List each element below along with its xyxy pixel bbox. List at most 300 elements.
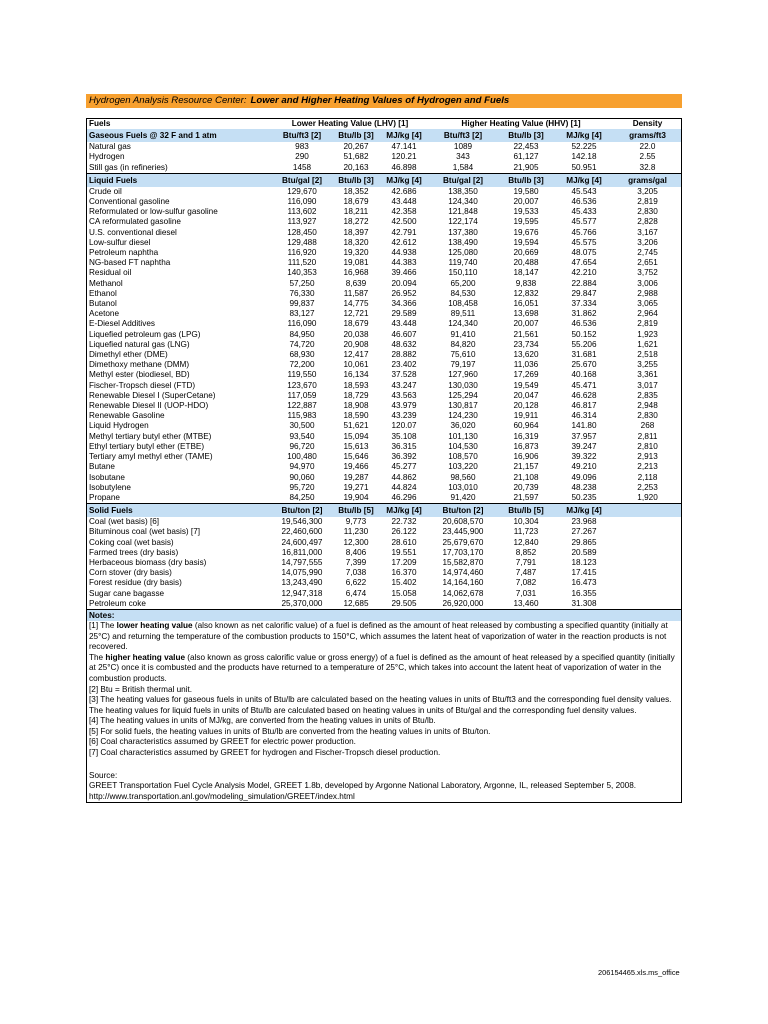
note-5: [5] For solid fuels, the heating values in units of Btu/lb are converted from the heating values in units of Btu/ton.	[89, 726, 491, 736]
table-row	[87, 442, 681, 452]
value-cell: 8,406	[345, 547, 367, 557]
value-cell: 44.938	[391, 248, 417, 258]
value-cell: 142.18	[571, 152, 597, 162]
value-cell: 2,835	[637, 390, 658, 400]
value-cell: 123,670	[287, 380, 317, 390]
value-cell: 2,213	[637, 462, 658, 472]
value-cell: 44.824	[391, 482, 417, 492]
value-cell: 15,582,870	[442, 557, 484, 567]
fuel-name-cell: Petroleum coke	[89, 598, 146, 608]
value-cell: 27.267	[571, 527, 597, 537]
value-cell: 16.355	[571, 588, 597, 598]
table-row	[87, 370, 681, 380]
value-cell: 138,490	[448, 237, 478, 247]
table-header-row	[87, 119, 681, 129]
note-1-prefix: [1] The	[89, 620, 117, 630]
fuel-name-cell: Gaseous Fuels @ 32 F and 1 atm	[87, 129, 272, 142]
value-cell: MJ/kg [4]	[380, 173, 428, 187]
value-cell: 46.817	[571, 401, 597, 411]
value-cell: 19,466	[343, 462, 369, 472]
value-cell: 18.123	[571, 557, 597, 567]
fuel-name-cell: Liquefied natural gas (LNG)	[89, 339, 190, 349]
value-cell: 3,255	[637, 360, 658, 370]
title-main: Lower and Higher Heating Values of Hydrogen and Fuels	[250, 95, 510, 106]
fuel-name-cell: Dimethoxy methane (DMM)	[89, 360, 190, 370]
section-header-row	[87, 173, 681, 187]
value-cell: 12,840	[513, 537, 539, 547]
value-cell: 98,560	[450, 472, 476, 482]
value-cell: 51,621	[343, 421, 369, 431]
value-cell: 49.096	[571, 472, 597, 482]
value-cell: 96,720	[289, 441, 315, 451]
value-cell: 2,830	[637, 207, 658, 217]
value-cell: 2,913	[637, 452, 658, 462]
value-cell: 14,062,678	[442, 588, 484, 598]
value-cell: 14,164,160	[442, 578, 484, 588]
value-cell: Btu/ton [2]	[272, 504, 332, 518]
note-hhv-text: (also known as gross calorific value or gross energy) of a fuel is defined as the amount of heat released by a specified quantity (initially at 25°C) once it is combusted and the products have returned to a temperature of 25°C, which takes into account the latent heat of vaporization of water in the combustion products.	[89, 652, 675, 683]
value-cell	[614, 599, 681, 609]
value-cell: 12,832	[513, 288, 539, 298]
value-cell: 26.122	[391, 527, 417, 537]
value-cell: 19,546,300	[281, 517, 323, 527]
value-cell: 108,458	[448, 299, 478, 309]
table-row	[87, 279, 681, 289]
value-cell: 17,703,170	[442, 547, 484, 557]
value-cell: 22.0	[639, 142, 656, 152]
value-cell: 42.612	[391, 237, 417, 247]
value-cell: 26,920,000	[442, 598, 484, 608]
notes-title: Notes:	[87, 609, 681, 621]
value-cell: 91,410	[450, 329, 476, 339]
value-cell: 22,460,600	[281, 527, 323, 537]
value-cell: 113,927	[287, 217, 317, 227]
value-cell: 42.791	[391, 227, 417, 237]
value-cell: 48.075	[571, 248, 597, 258]
fuel-name-cell: Crude oil	[89, 186, 122, 196]
value-cell: 18,729	[343, 390, 369, 400]
value-cell: 8,639	[345, 278, 367, 288]
value-cell: 13,698	[513, 309, 539, 319]
value-cell: Btu/lb [5]	[332, 504, 380, 518]
value-cell: 7,082	[515, 578, 537, 588]
value-cell: 2,819	[637, 319, 658, 329]
value-cell: 20,669	[513, 248, 539, 258]
table-row	[87, 163, 681, 174]
value-cell: 1458	[292, 162, 312, 172]
fuel-name-cell: Herbaceous biomass (dry basis)	[89, 557, 207, 567]
value-cell: 75,610	[450, 350, 476, 360]
value-cell: 48.632	[391, 339, 417, 349]
value-cell: 17,269	[513, 370, 539, 380]
value-cell: 14,075,990	[281, 568, 323, 578]
value-cell: 19,595	[513, 217, 539, 227]
value-cell: 12,417	[343, 350, 369, 360]
table-row	[87, 432, 681, 442]
value-cell: 83,127	[289, 309, 315, 319]
value-cell: 91,420	[450, 492, 476, 502]
value-cell	[614, 568, 681, 578]
value-cell: 983	[295, 142, 309, 152]
value-cell: 31.681	[571, 350, 597, 360]
value-cell: 119,550	[287, 370, 317, 380]
table-row	[87, 330, 681, 340]
lhv-header: Lower Heating Value (LHV) [1]	[291, 119, 409, 128]
fuel-name-cell: Bituminous coal (wet basis) [7]	[89, 527, 201, 537]
fuel-name-cell: E-Diesel Additives	[89, 319, 155, 329]
value-cell: 2,830	[637, 411, 658, 421]
value-cell: 2,948	[637, 401, 658, 411]
value-cell: 39.322	[571, 452, 597, 462]
value-cell: 2,651	[637, 258, 658, 268]
value-cell: 17.415	[571, 568, 597, 578]
notes-gap	[89, 759, 679, 771]
fuel-name-cell: Forest residue (dry basis)	[89, 578, 182, 588]
value-cell: 7,487	[515, 568, 537, 578]
value-cell: MJ/kg [4]	[554, 129, 614, 142]
note-7: [7] Coal characteristics assumed by GREET for hydrogen and Fischer-Tropsch diesel production.	[89, 748, 441, 758]
value-cell: 343	[456, 152, 470, 162]
value-cell: 19,271	[343, 482, 369, 492]
value-cell: 36.392	[391, 452, 417, 462]
value-cell: 42.210	[571, 268, 597, 278]
value-cell: 19,549	[513, 380, 539, 390]
value-cell: 129,488	[287, 237, 317, 247]
value-cell: 18,147	[513, 268, 539, 278]
value-cell: 117,059	[287, 390, 317, 400]
table-row	[87, 578, 681, 588]
value-cell: 46.314	[571, 411, 597, 421]
value-cell: 35.108	[391, 431, 417, 441]
value-cell: 20.589	[571, 547, 597, 557]
value-cell: 13,243,490	[281, 578, 323, 588]
value-cell: 29.865	[571, 537, 597, 547]
table-row	[87, 517, 681, 527]
value-cell: 93,540	[289, 431, 315, 441]
value-cell: 20,739	[513, 482, 539, 492]
value-cell: 21,108	[513, 472, 539, 482]
value-cell: 19,533	[513, 207, 539, 217]
note-3: [3] The heating values for gaseous fuels in units of Btu/lb are calculated based on the heating values in units of Btu/ft3 and the corresponding fuel density values. The heating values for liquid fuels in units of Btu/lb are calculated based on heating values in units of Btu/gal and the corresponding fuel density values.	[89, 695, 672, 715]
value-cell: 140,353	[287, 268, 317, 278]
value-cell: 2,810	[637, 441, 658, 451]
value-cell: 46.536	[571, 197, 597, 207]
footer-filename: 206154465.xls.ms_office	[598, 968, 680, 977]
value-cell: 3,752	[637, 268, 658, 278]
value-cell: 16.370	[391, 568, 417, 578]
value-cell: 25,679,670	[442, 537, 484, 547]
value-cell: 6,622	[345, 578, 367, 588]
value-cell: 37.957	[571, 431, 597, 441]
value-cell: 60,964	[513, 421, 539, 431]
value-cell: 2,518	[637, 350, 658, 360]
table-row	[87, 568, 681, 578]
value-cell: 32.8	[639, 162, 656, 172]
note-1-bold: lower heating value	[116, 620, 193, 630]
value-cell: 22.884	[571, 278, 597, 288]
table-row	[87, 493, 681, 504]
value-cell: 18,320	[343, 237, 369, 247]
value-cell: 31.308	[571, 598, 597, 608]
fuel-name-cell: Low-sulfur diesel	[89, 237, 151, 247]
value-cell: Btu/lb [3]	[498, 129, 554, 142]
value-cell: 16,906	[513, 452, 539, 462]
value-cell: 45.577	[571, 217, 597, 227]
heating-values-table	[87, 119, 681, 609]
value-cell: 40.168	[571, 370, 597, 380]
fuel-name-cell: Solid Fuels	[87, 504, 272, 518]
table-row	[87, 248, 681, 258]
page	[86, 94, 682, 803]
table-row	[87, 599, 681, 609]
fuel-name-cell: Conventional gasoline	[89, 197, 170, 207]
value-cell: 2,964	[637, 309, 658, 319]
value-cell: grams/gal	[614, 173, 681, 187]
value-cell: 116,920	[287, 248, 317, 258]
value-cell: Btu/lb [5]	[498, 504, 554, 518]
fuel-name-cell: Tertiary amyl methyl ether (TAME)	[89, 452, 213, 462]
value-cell: 120.21	[391, 152, 417, 162]
value-cell: 2,988	[637, 288, 658, 298]
fuel-name-cell: Butane	[89, 462, 115, 472]
value-cell: Btu/ft3 [2]	[272, 129, 332, 142]
value-cell: 55.206	[571, 339, 597, 349]
value-cell: 45.277	[391, 462, 417, 472]
value-cell: 90,060	[289, 472, 315, 482]
value-cell: 2,118	[637, 472, 658, 482]
value-cell: 47.141	[391, 142, 417, 152]
value-cell: 20,128	[513, 401, 539, 411]
value-cell: 2,253	[637, 482, 658, 492]
title-bar	[86, 94, 682, 108]
value-cell: 7,791	[515, 557, 537, 567]
value-cell: 113,602	[287, 207, 317, 217]
value-cell: 17.209	[391, 557, 417, 567]
value-cell: 20,038	[343, 329, 369, 339]
fuel-name-cell: Coal (wet basis) [6]	[89, 517, 160, 527]
value-cell: 125,294	[448, 390, 478, 400]
value-cell: 28.882	[391, 350, 417, 360]
fuel-name-cell: Liquefied petroleum gas (LPG)	[89, 329, 201, 339]
value-cell: 42.500	[391, 217, 417, 227]
value-cell: 50.951	[571, 162, 597, 172]
value-cell	[614, 589, 681, 599]
table-row	[87, 299, 681, 309]
fuel-name-cell: Petroleum naphtha	[89, 248, 159, 258]
fuel-name-cell: Still gas (in refineries)	[89, 162, 168, 172]
table-row	[87, 558, 681, 568]
density-header: Density	[632, 119, 663, 128]
value-cell: 46.536	[571, 319, 597, 329]
value-cell: 3,167	[637, 227, 658, 237]
value-cell: 16,811,000	[281, 547, 323, 557]
value-cell: 19,287	[343, 472, 369, 482]
value-cell: 18,679	[343, 197, 369, 207]
fuel-name-cell: Sugar cane bagasse	[89, 588, 165, 598]
value-cell: 10,061	[343, 360, 369, 370]
value-cell: 127,960	[448, 370, 478, 380]
value-cell: 2.55	[639, 152, 656, 162]
fuel-name-cell: U.S. conventional diesel	[89, 227, 177, 237]
table-row	[87, 360, 681, 370]
value-cell: 29.589	[391, 309, 417, 319]
table-row	[87, 207, 681, 217]
value-cell: 31.862	[571, 309, 597, 319]
note-1-text: (also known as net calorific value) of a fuel is defined as the amount of heat released by combusting a specified quantity (initially at 25°C) and returning the temperature of the combustion products to 150°C, which assumes the latent heat of vaporization of water in the reaction products is not recovered.	[89, 620, 668, 652]
value-cell: 72,200	[289, 360, 315, 370]
value-cell: 138,350	[448, 186, 478, 196]
value-cell: 19,580	[513, 186, 539, 196]
value-cell: 20,047	[513, 390, 539, 400]
value-cell: 15.402	[391, 578, 417, 588]
value-cell: 119,740	[448, 258, 478, 268]
value-cell: 37.528	[391, 370, 417, 380]
value-cell: 44.862	[391, 472, 417, 482]
value-cell: 16,051	[513, 299, 539, 309]
value-cell: 19.551	[391, 547, 417, 557]
value-cell: 10,304	[513, 517, 539, 527]
fuel-name-cell: Reformulated or low-sulfur gasoline	[89, 207, 218, 217]
value-cell: MJ/kg [4]	[554, 504, 614, 518]
table-row	[87, 238, 681, 248]
value-cell: 45.575	[571, 237, 597, 247]
value-cell: 84,250	[289, 492, 315, 502]
notes-section	[87, 621, 681, 803]
value-cell: 18,272	[343, 217, 369, 227]
fuel-name-cell: Butanol	[89, 299, 117, 309]
value-cell: 37.334	[571, 299, 597, 309]
value-cell: 45.766	[571, 227, 597, 237]
note-2: [2] Btu = British thermal unit.	[89, 684, 193, 694]
value-cell: 12,721	[343, 309, 369, 319]
value-cell: 18,590	[343, 411, 369, 421]
table-row	[87, 538, 681, 548]
value-cell: 18,908	[343, 401, 369, 411]
value-cell: 121,848	[448, 207, 478, 217]
value-cell: 1089	[453, 142, 473, 152]
value-cell: 115,983	[287, 411, 317, 421]
value-cell: 108,570	[448, 452, 478, 462]
value-cell: 7,031	[515, 588, 537, 598]
value-cell: 7,038	[345, 568, 367, 578]
table-row	[87, 350, 681, 360]
table-row	[87, 228, 681, 238]
value-cell: 50.235	[571, 492, 597, 502]
value-cell: 2,828	[637, 217, 658, 227]
value-cell: 124,340	[448, 197, 478, 207]
value-cell: 3,206	[637, 237, 658, 247]
value-cell: 19,911	[513, 411, 539, 421]
value-cell: 290	[295, 152, 309, 162]
table-body	[87, 119, 681, 609]
table-row	[87, 411, 681, 421]
table-row	[87, 268, 681, 278]
table-row	[87, 452, 681, 462]
fuel-name-cell: Fischer-Tropsch diesel (FTD)	[89, 380, 196, 390]
value-cell: 128,450	[287, 227, 317, 237]
note-hhv-prefix: The	[89, 652, 106, 662]
table-row	[87, 258, 681, 268]
table-row	[87, 381, 681, 391]
value-cell: 29.847	[571, 288, 597, 298]
value-cell: 79,197	[450, 360, 476, 370]
value-cell: 30,500	[289, 421, 315, 431]
value-cell	[614, 548, 681, 558]
fuel-name-cell: Ethanol	[89, 288, 117, 298]
value-cell: 74,720	[289, 339, 315, 349]
value-cell: 19,676	[513, 227, 539, 237]
hhv-header: Higher Heating Value (HHV) [1]	[461, 119, 581, 128]
table-row	[87, 289, 681, 299]
fuel-name-cell: Isobutane	[89, 472, 125, 482]
value-cell: 76,330	[289, 288, 315, 298]
fuel-name-cell: Isobutylene	[89, 482, 131, 492]
value-cell: 18,211	[343, 207, 369, 217]
value-cell: 25.670	[571, 360, 597, 370]
value-cell: 13,620	[513, 350, 539, 360]
value-cell: 150,110	[448, 268, 478, 278]
value-cell: 20,007	[513, 197, 539, 207]
fuel-name-cell: Dimethyl ether (DME)	[89, 350, 168, 360]
note-hhv-bold: higher heating value	[105, 652, 186, 662]
value-cell: 16,873	[513, 441, 539, 451]
value-cell: 21,597	[513, 492, 539, 502]
value-cell: 43.448	[391, 197, 417, 207]
value-cell: 89,511	[450, 309, 476, 319]
value-cell: 23.402	[391, 360, 417, 370]
value-cell: 46.628	[571, 390, 597, 400]
value-cell: 22.732	[391, 517, 417, 527]
table-row	[87, 421, 681, 431]
table-row	[87, 589, 681, 599]
value-cell: 57,250	[289, 278, 315, 288]
value-cell: 122,887	[287, 401, 317, 411]
table-row	[87, 142, 681, 152]
value-cell: 101,130	[448, 431, 478, 441]
value-cell: 18,593	[343, 380, 369, 390]
value-cell: 104,530	[448, 441, 478, 451]
table-row	[87, 319, 681, 329]
value-cell: 44.383	[391, 258, 417, 268]
value-cell: 61,127	[513, 152, 539, 162]
table-row	[87, 548, 681, 558]
table-row	[87, 401, 681, 411]
value-cell: 100,480	[287, 452, 317, 462]
value-cell: 23,445,900	[442, 527, 484, 537]
table-row	[87, 391, 681, 401]
fuel-name-cell: Natural gas	[89, 142, 131, 152]
heating-values-sheet	[86, 118, 682, 803]
fuels-header: Fuels	[89, 119, 111, 128]
value-cell: 95,720	[289, 482, 315, 492]
value-cell: 18,397	[343, 227, 369, 237]
value-cell: 14,775	[343, 299, 369, 309]
value-cell	[614, 527, 681, 537]
fuel-name-cell: Ethyl tertiary butyl ether (ETBE)	[89, 441, 205, 451]
value-cell: 68,930	[289, 350, 315, 360]
value-cell: 19,904	[343, 492, 369, 502]
value-cell: 16,319	[513, 431, 539, 441]
value-cell: 26.952	[391, 288, 417, 298]
table-row	[87, 187, 681, 197]
fuel-name-cell: Corn stover (dry basis)	[89, 568, 172, 578]
value-cell: 8,852	[515, 547, 537, 557]
value-cell: 1,584	[452, 162, 474, 172]
value-cell: 141.80	[571, 421, 597, 431]
value-cell: 20,908	[343, 339, 369, 349]
value-cell	[614, 517, 681, 527]
value-cell: 48.238	[571, 482, 597, 492]
